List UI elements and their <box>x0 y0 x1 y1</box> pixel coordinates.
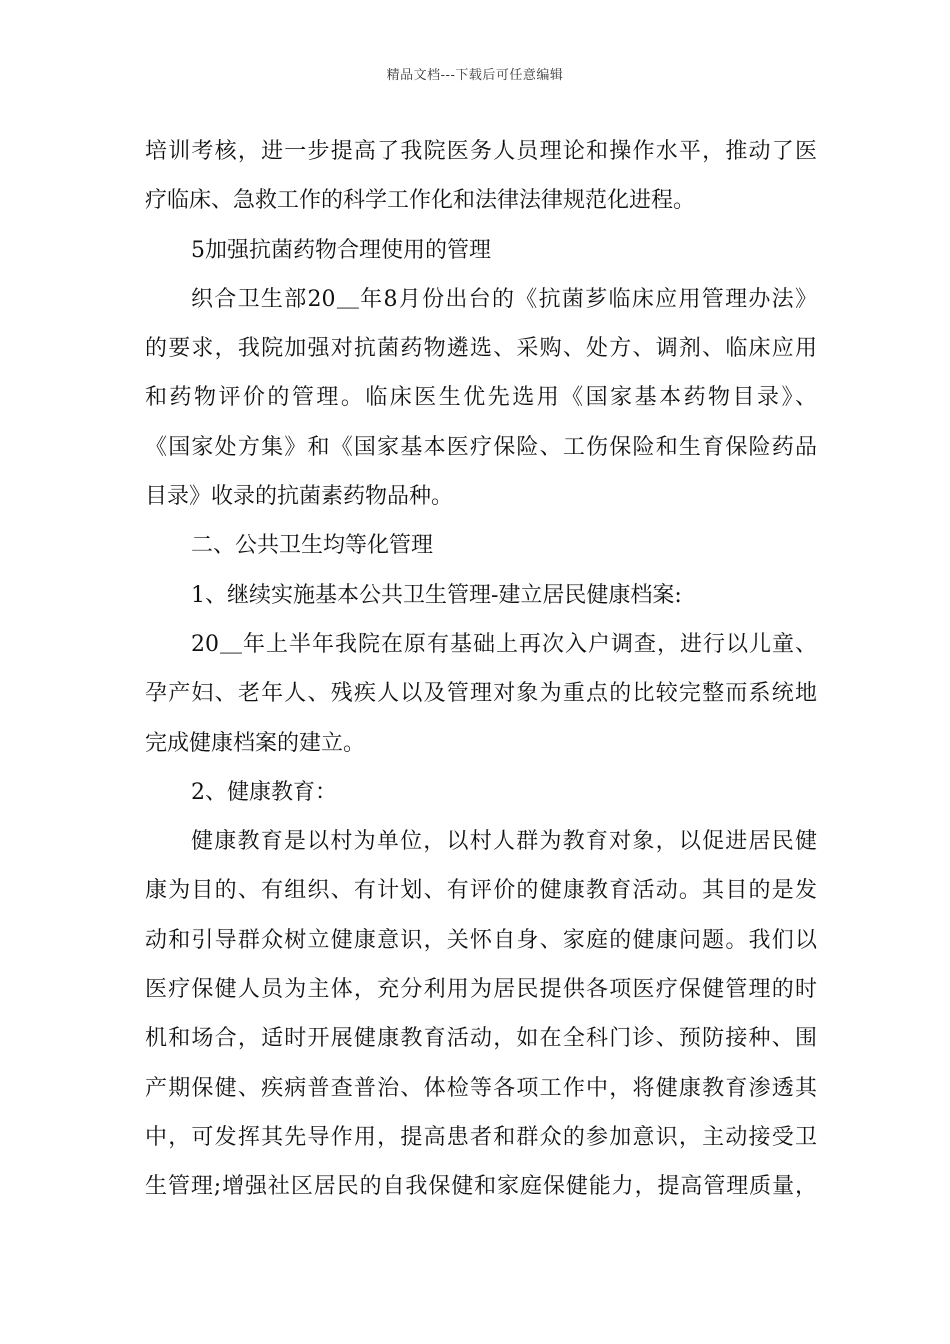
text-line: 康为目的、有组织、有计划、有评价的健康教育活动。其目的是发 <box>145 878 817 904</box>
text-line: 中，可发挥其先导作用，提高患者和群众的参加意识，主动接受卫 <box>145 1124 817 1150</box>
text-line: 和药物评价的管理。临床医生优先选用《国家基本药物目录》、 <box>145 385 817 411</box>
text-line: 完成健康档案的建立。 <box>145 730 366 756</box>
text-line: 20＿年上半年我院在原有基础上再次入户调查，进行以儿童、 <box>191 631 817 657</box>
document-body <box>145 127 817 1212</box>
page-header: 精品文档---下载后可任意编辑 <box>386 68 564 83</box>
text-line: 生管理;增强社区居民的自我保健和家庭保健能力，提高管理质量， <box>145 1174 817 1200</box>
text-line: 疗临床、急救工作的科学工作化和法律法律规范化进程。 <box>145 188 696 214</box>
text-line: 健康教育是以村为单位，以村人群为教育对象，以促进居民健 <box>191 829 817 855</box>
text-line: 产期保健、疾病普查普治、体检等各项工作中，将健康教育渗透其 <box>145 1075 817 1101</box>
text-line: 2、健康教育： <box>191 779 337 805</box>
text-line: 5加强抗菌药物合理使用的管理 <box>191 237 491 263</box>
text-line: 机和场合，适时开展健康教育活动，如在全科门诊、预防接种、围 <box>145 1026 817 1052</box>
text-line: 孕产妇、老年人、残疾人以及管理对象为重点的比较完整而系统地 <box>145 681 817 707</box>
text-line: 《国家处方集》和《国家基本医疗保险、工伤保险和生育保险药品 <box>145 434 817 460</box>
text-line: 医疗保健人员为主体，充分利用为居民提供各项医疗保健管理的时 <box>145 977 817 1003</box>
text-line: 培训考核，进一步提高了我院医务人员理论和操作水平，推动了医 <box>145 139 817 164</box>
text-line: 二、公共卫生均等化管理 <box>191 533 434 559</box>
text-line: 目录》收录的抗菌素药物品种。 <box>145 484 454 510</box>
text-line: 动和引导群众树立健康意识，关怀自身、家庭的健康问题。我们以 <box>145 927 817 953</box>
text-line: 的要求，我院加强对抗菌药物遴选、采购、处方、调剂、临床应用 <box>145 336 817 362</box>
text-line: 织合卫生部20＿年8月份出台的《抗菌芗临床应用管理办法》 <box>191 286 817 312</box>
text-line: 1、继续实施基本公共卫生管理-建立居民健康档案: <box>191 582 682 608</box>
